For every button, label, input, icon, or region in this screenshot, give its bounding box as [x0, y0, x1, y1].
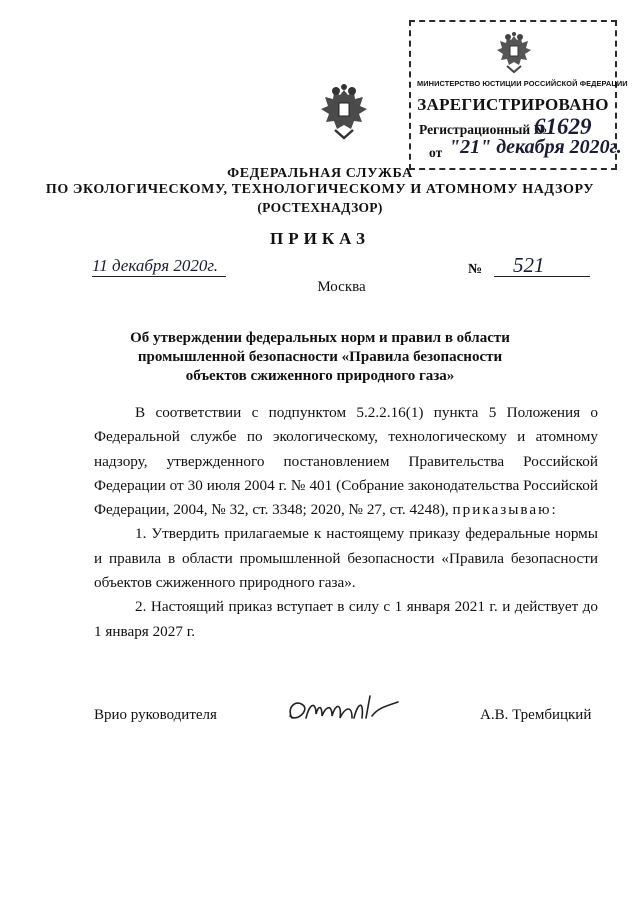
coat-of-arms-icon — [495, 32, 533, 74]
stamp-date-label: от — [429, 145, 443, 160]
coat-of-arms-icon — [319, 84, 369, 140]
agency-name-line1: ФЕДЕРАЛЬНАЯ СЛУЖБА — [227, 166, 413, 181]
order-word: приказываю: — [452, 501, 558, 519]
order-date: 11 декабря 2020г. — [92, 256, 219, 275]
signer-name: А.В. Трембицкий — [480, 707, 592, 723]
stamp-reg-number-label: Регистрационный № — [419, 122, 548, 137]
stamp-reg-number: 61629 — [534, 114, 592, 139]
signer-role: Врио руководителя — [94, 707, 217, 723]
item-2: 2. Настоящий приказ вступает в силу с 1 января 2021 г. и действует до 1 января 2027 г. — [94, 598, 598, 640]
item-1: 1. Утвердить прилагаемые к настоящему приказу федеральные нормы и правила в области промышленной безопасности «Правила безопасности объектов сжиженного природного газа». — [94, 525, 598, 592]
number-underline — [494, 276, 590, 277]
agency-short-name: (РОСТЕХНАДЗОР) — [257, 200, 383, 215]
stamp-ministry-name: МИНИСТЕРСТВО ЮСТИЦИИ РОССИЙСКОЙ ФЕДЕРАЦИИ — [417, 79, 628, 88]
stamp-date: "21" декабря 2020г. — [449, 136, 622, 158]
handwritten-signature — [282, 688, 402, 736]
order-subject: Об утверждении федеральных норм и правил в области промышленной безопасности «Правила безопасности объектов сжиженного природного газа» — [130, 330, 510, 384]
date-underline — [92, 276, 226, 277]
order-body — [94, 401, 598, 644]
document-type: ПРИКАЗ — [270, 229, 370, 248]
registration-stamp — [409, 20, 628, 170]
agency-name-line2: ПО ЭКОЛОГИЧЕСКОМУ, ТЕХНОЛОГИЧЕСКОМУ И АТОМНОМУ НАДЗОРУ — [45, 182, 595, 197]
stamp-registered-title: ЗАРЕГИСТРИРОВАНО — [417, 95, 609, 114]
preamble-paragraph — [94, 401, 598, 522]
preamble-text: В соответствии с подпунктом 5.2.2.16(1) пункта 5 Положения о Федеральной службе по экологическому, технологическому и атомному надзору, утвержденного постановлением Правительства Российской Федерации от 30 июля 2004 г. № 401 (Собрание законодательства Российской Федерации, 2004, № 32, ст. 3348; 2020, № 27, ст. 4248), — [94, 404, 598, 519]
order-number-label: № — [468, 262, 483, 277]
order-number: 521 — [513, 253, 545, 277]
city: Москва — [317, 279, 366, 295]
